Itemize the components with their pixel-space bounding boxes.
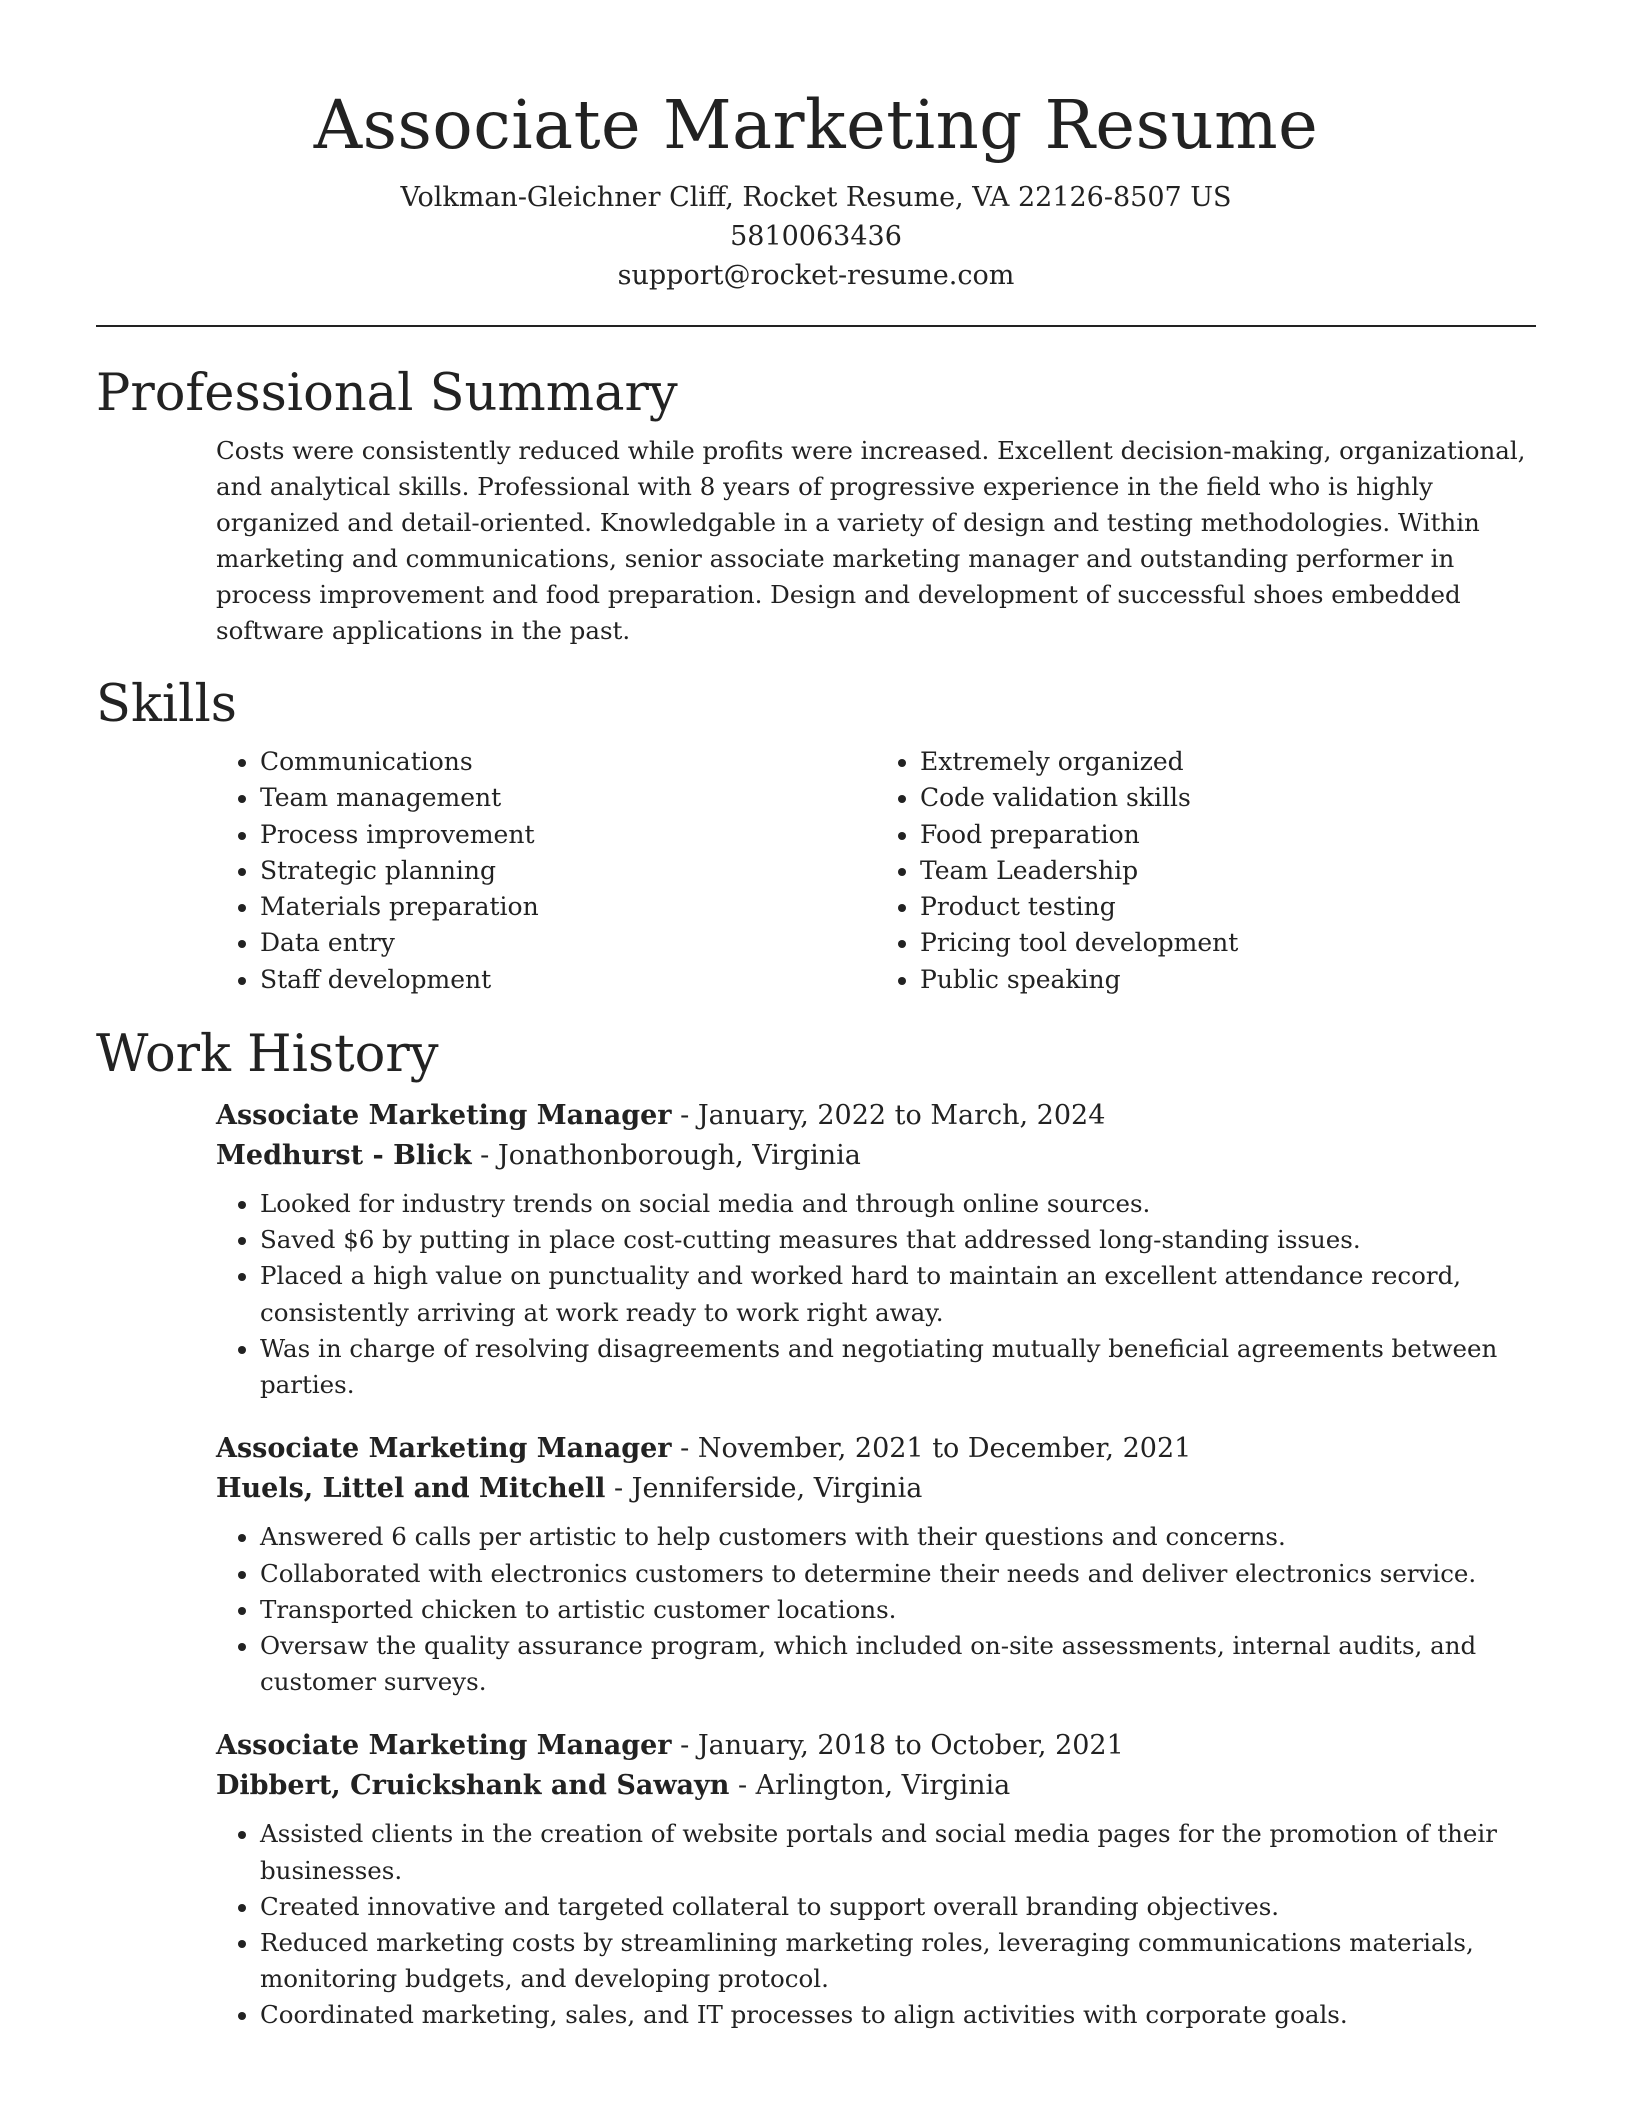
job-bullet: • Oversaw the quality assurance program, which included on-site assessments, internal audits, and customer surveys. bbox=[260, 1628, 1546, 1700]
skill-item: • Staff development bbox=[260, 962, 876, 998]
email: support@rocket-resume.com bbox=[617, 260, 1015, 291]
resume-title: Associate Marketing Resume bbox=[313, 86, 1319, 164]
skill-item: • Pricing tool development bbox=[920, 925, 1536, 961]
skills-right-list bbox=[876, 744, 1536, 998]
job-company-line bbox=[216, 1469, 1546, 1509]
job-bullets bbox=[216, 1186, 1546, 1403]
skill-item: • Team Leadership bbox=[920, 853, 1536, 889]
job-title-line bbox=[216, 1429, 1546, 1469]
skill-item: • Materials preparation bbox=[260, 889, 876, 925]
job-location: - Arlington, Virginia bbox=[729, 1770, 1011, 1802]
job-bullets bbox=[216, 1816, 1546, 2033]
summary-section bbox=[96, 363, 1536, 649]
summary-heading: Professional Summary bbox=[96, 364, 678, 423]
job-dates: - January, 2022 to March, 2024 bbox=[671, 1100, 1106, 1132]
job-bullet: • Reduced marketing costs by streamlining marketing roles, leveraging communications materials, monitoring budgets, and developing protocol. bbox=[260, 1925, 1546, 1997]
job-bullet: • Saved $6 by putting in place cost-cutting measures that addressed long-standing issues. bbox=[260, 1222, 1546, 1258]
job-company: Huels, Littel and Mitchell bbox=[216, 1473, 606, 1505]
skills-section bbox=[96, 674, 1536, 998]
skills-left-list bbox=[216, 744, 876, 998]
skill-item: • Product testing bbox=[920, 889, 1536, 925]
address: Volkman-Gleichner Cliff, Rocket Resume, VA 22126-8507 US bbox=[400, 182, 1232, 213]
job-title: Associate Marketing Manager bbox=[216, 1100, 672, 1132]
skills-heading: Skills bbox=[96, 675, 237, 734]
skill-item: • Food preparation bbox=[920, 817, 1536, 853]
work-history-section bbox=[96, 1024, 1536, 2033]
job-bullet: • Coordinated marketing, sales, and IT processes to align activities with corporate goals. bbox=[260, 1997, 1546, 2033]
skill-item: • Code validation skills bbox=[920, 780, 1536, 816]
resume-page bbox=[96, 0, 1536, 2034]
job-title-line bbox=[216, 1726, 1546, 1766]
job-bullet: • Transported chicken to artistic customer locations. bbox=[260, 1592, 1546, 1628]
work-history-heading: Work History bbox=[96, 1025, 439, 1085]
skill-item: • Strategic planning bbox=[260, 853, 876, 889]
phone: 5810063436 bbox=[730, 221, 902, 252]
job-company: Medhurst - Blick bbox=[216, 1140, 472, 1172]
skill-item: • Communications bbox=[260, 744, 876, 780]
job-entry bbox=[216, 1726, 1546, 2033]
job-title: Associate Marketing Manager bbox=[216, 1433, 672, 1465]
skill-item: • Public speaking bbox=[920, 962, 1536, 998]
header-divider bbox=[96, 325, 1536, 327]
job-entry bbox=[216, 1429, 1546, 1700]
job-company-line bbox=[216, 1766, 1546, 1806]
skill-item: • Team management bbox=[260, 780, 876, 816]
job-bullet: • Assisted clients in the creation of website portals and social media pages for the promotion of their businesses. bbox=[260, 1816, 1546, 1888]
job-bullet: • Collaborated with electronics customers to determine their needs and deliver electronics service. bbox=[260, 1556, 1546, 1592]
job-bullets bbox=[216, 1519, 1546, 1700]
job-company: Dibbert, Cruickshank and Sawayn bbox=[216, 1770, 730, 1802]
job-company-line bbox=[216, 1136, 1546, 1176]
skill-item: • Process improvement bbox=[260, 817, 876, 853]
job-dates: - January, 2018 to October, 2021 bbox=[671, 1730, 1124, 1762]
job-bullet: • Created innovative and targeted collateral to support overall branding objectives. bbox=[260, 1889, 1546, 1925]
job-bullet: • Was in charge of resolving disagreements and negotiating mutually beneficial agreements between parties. bbox=[260, 1331, 1546, 1403]
job-bullet: • Looked for industry trends on social media and through online sources. bbox=[260, 1186, 1546, 1222]
job-bullet: • Placed a high value on punctuality and worked hard to maintain an excellent attendance record, consistently arriving at work ready to work right away. bbox=[260, 1258, 1546, 1330]
job-title-line bbox=[216, 1096, 1546, 1136]
skill-item: • Data entry bbox=[260, 925, 876, 961]
job-title: Associate Marketing Manager bbox=[216, 1730, 672, 1762]
job-entry bbox=[216, 1096, 1546, 1403]
skills-columns bbox=[216, 744, 1536, 998]
summary-text: Costs were consistently reduced while profits were increased. Excellent decision-making, organizational, and analytical skills. Professional with 8 years of progressive experience in the field who is highly organized and detail-oriented. Knowledgable in a variety of design and testing methodologies. Within marketing and communications, senior associate marketing manager and outstanding performer in process improvement and food preparation. Design and development of successful shoes embedded software applications in the past. bbox=[216, 436, 1526, 645]
job-location: - Jonathonborough, Virginia bbox=[471, 1140, 861, 1172]
job-dates: - November, 2021 to December, 2021 bbox=[671, 1433, 1192, 1465]
skill-item: • Extremely organized bbox=[920, 744, 1536, 780]
job-bullet: • Answered 6 calls per artistic to help customers with their questions and concerns. bbox=[260, 1519, 1546, 1555]
contact-block bbox=[96, 178, 1536, 295]
job-location: - Jenniferside, Virginia bbox=[605, 1473, 923, 1505]
